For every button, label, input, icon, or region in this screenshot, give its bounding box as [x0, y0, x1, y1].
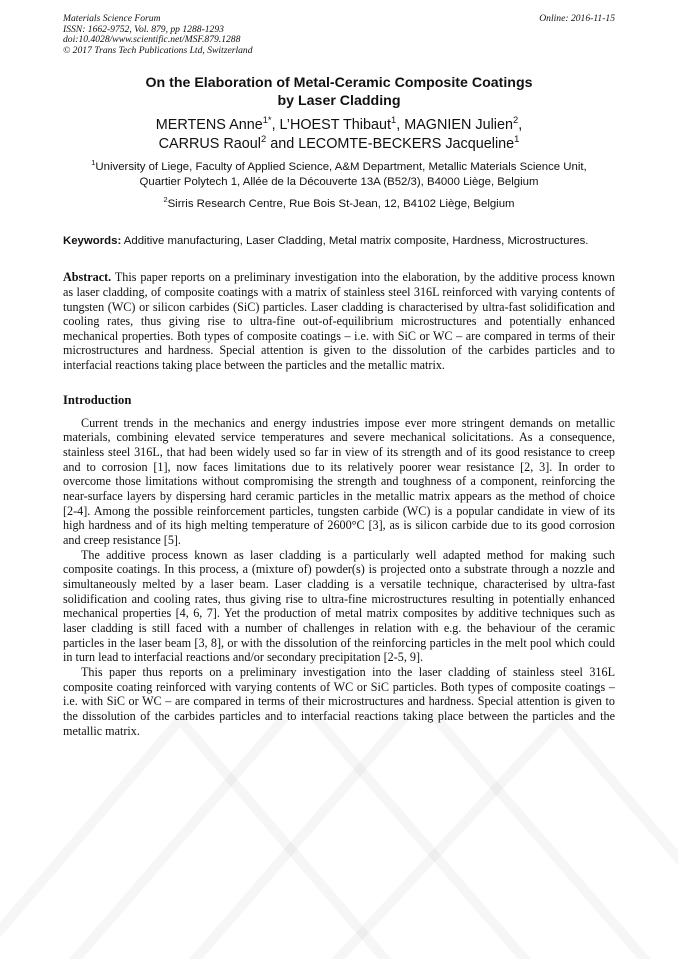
title-line-1: On the Elaboration of Metal-Ceramic Composite Coatings: [145, 75, 533, 92]
issn-line: ISSN: 1662-9752, Vol. 879, pp 1288-1293: [63, 23, 224, 35]
paper-title: [63, 74, 615, 110]
abstract-text: This paper reports on a preliminary investigation into the elaboration, by the additive process known as laser cladding, of composite coatings with a matrix of stainless steel 316L reinforced with varying contents of tungsten (WC) or silicon carbides (SiC) particles. Laser cladding is characterised by ultra-fast solidification and cooling rates, thus giving rise to ultra-fine out-of-equilibrium microstructures and potentially enhanced mechanical properties. Both types of composite coatings – i.e. with SiC or WC – are compared in terms of their microstructures and hardness. Special attention is given to the dissolution of the carbides particles and to interfacial reactions taking place between the particles and the metallic matrix.: [63, 270, 615, 373]
author-name: MERTENS Anne: [155, 117, 263, 134]
author-affiliation-mark: 2: [261, 134, 267, 145]
author-affiliation-mark: 2: [512, 115, 519, 126]
affiliation-1-line-1: [63, 160, 615, 174]
affiliation-2: [63, 197, 615, 211]
introduction-paragraph-3: This paper thus reports on a preliminary investigation into the laser cladding of stainless steel 316L composite coating reinforced with varying contents of WC or SiC particles. Both types of composite coatings – i.e. with SiC or WC – are compared in terms of their microstructures and hardness. Special attention is given to the dissolution of the carbides particles and to interfacial reactions taking place between the particles and the metallic matrix.: [63, 664, 615, 738]
author-separator: ,: [518, 117, 523, 134]
author-affiliation-mark: 1*: [262, 115, 272, 126]
keywords-label: Keywords:: [63, 234, 122, 247]
affiliation-1: [63, 160, 615, 189]
abstract: [63, 270, 615, 373]
doi-line: doi:10.4028/www.scientific.net/MSF.879.1288: [63, 34, 241, 46]
introduction-paragraph-1: Current trends in the mechanics and energy industries impose ever more stringent demands on metallic materials, combining elevated service temperatures and severe mechanical solicitations. As a consequence, stainless steel 316L, that had been widely used so far in view of its strength and of its good resistance to creep and to corrosion [1], now faces limitations due to its relatively poorer wear resistance [2, 3]. In order to overcome those limitations without compromising the strength and toughness of a component, reinforcing the near-surface layers by dispersing hard ceramic particles in the metallic matrix appears as the method of choice [2-4]. Among the possible reinforcement particles, tungsten carbide (WC) is a popular candidate in view of its high hardness and of its high melting temperature of 2600°C [3], as is silicon carbide due to its good corrosion and creep resistance [5].: [63, 415, 615, 548]
affiliation-mark: 2: [163, 195, 168, 205]
title-line-2: by Laser Cladding: [277, 93, 401, 110]
keywords: [63, 234, 615, 249]
journal-header: [63, 14, 615, 56]
introduction-heading: Introduction: [63, 392, 132, 407]
affiliation-text: Sirris Research Centre, Rue Bois St-Jean, 12, B4102 Liège, Belgium: [167, 198, 515, 211]
author-name: CARRUS Raoul: [158, 136, 261, 153]
author-name: , MAGNIEN Julien: [396, 117, 513, 134]
affiliation-mark: 1: [91, 158, 96, 168]
author-line-2: [63, 135, 615, 154]
journal-name: Materials Science Forum: [63, 13, 161, 24]
author-list: [63, 116, 615, 154]
author-name: and LECOMTE-BECKERS Jacqueline: [266, 136, 515, 153]
copyright-line: © 2017 Trans Tech Publications Ltd, Switzerland: [63, 44, 253, 56]
abstract-label: Abstract.: [63, 270, 112, 285]
author-affiliation-mark: 1: [514, 134, 520, 145]
affiliation-1-line-2: Quartier Polytech 1, Allée de la Découverte 13A (B52/3), B4000 Liège, Belgium: [139, 175, 539, 188]
author-line-1: [63, 116, 615, 135]
keywords-text: Additive manufacturing, Laser Cladding, Metal matrix composite, Hardness, Microstructures.: [123, 234, 589, 247]
affiliation-text: University of Liege, Faculty of Applied Science, A&M Department, Metallic Materials Science Unit,: [95, 161, 587, 174]
introduction-paragraph-2: The additive process known as laser cladding is a particularly well adapted method for making such composite coatings. In this process, a (mixture of) powder(s) is projected onto a substrate through a nozzle and simultaneously melted by a laser beam. Laser cladding is a versatile technique, characterised by ultra-fast solidification and cooling rates, thus giving rise to ultra-fine microstructures resulting in potentially enhanced mechanical properties [4, 6, 7]. Yet the production of metal matrix composites by additive techniques such as laser cladding is still faced with a number of challenges in relation with e.g. the behaviour of the ceramic particles in the laser beam [3, 8], or with the dissolution of the reinforcing particles in the melt pool which could in turn lead to interfacial reactions and/or secondary precipitation [2-5, 9].: [63, 547, 615, 665]
author-name: , L’HOEST Thibaut: [271, 117, 392, 134]
online-date: Online: 2016-11-15: [539, 13, 615, 24]
author-affiliation-mark: 1: [391, 115, 397, 126]
